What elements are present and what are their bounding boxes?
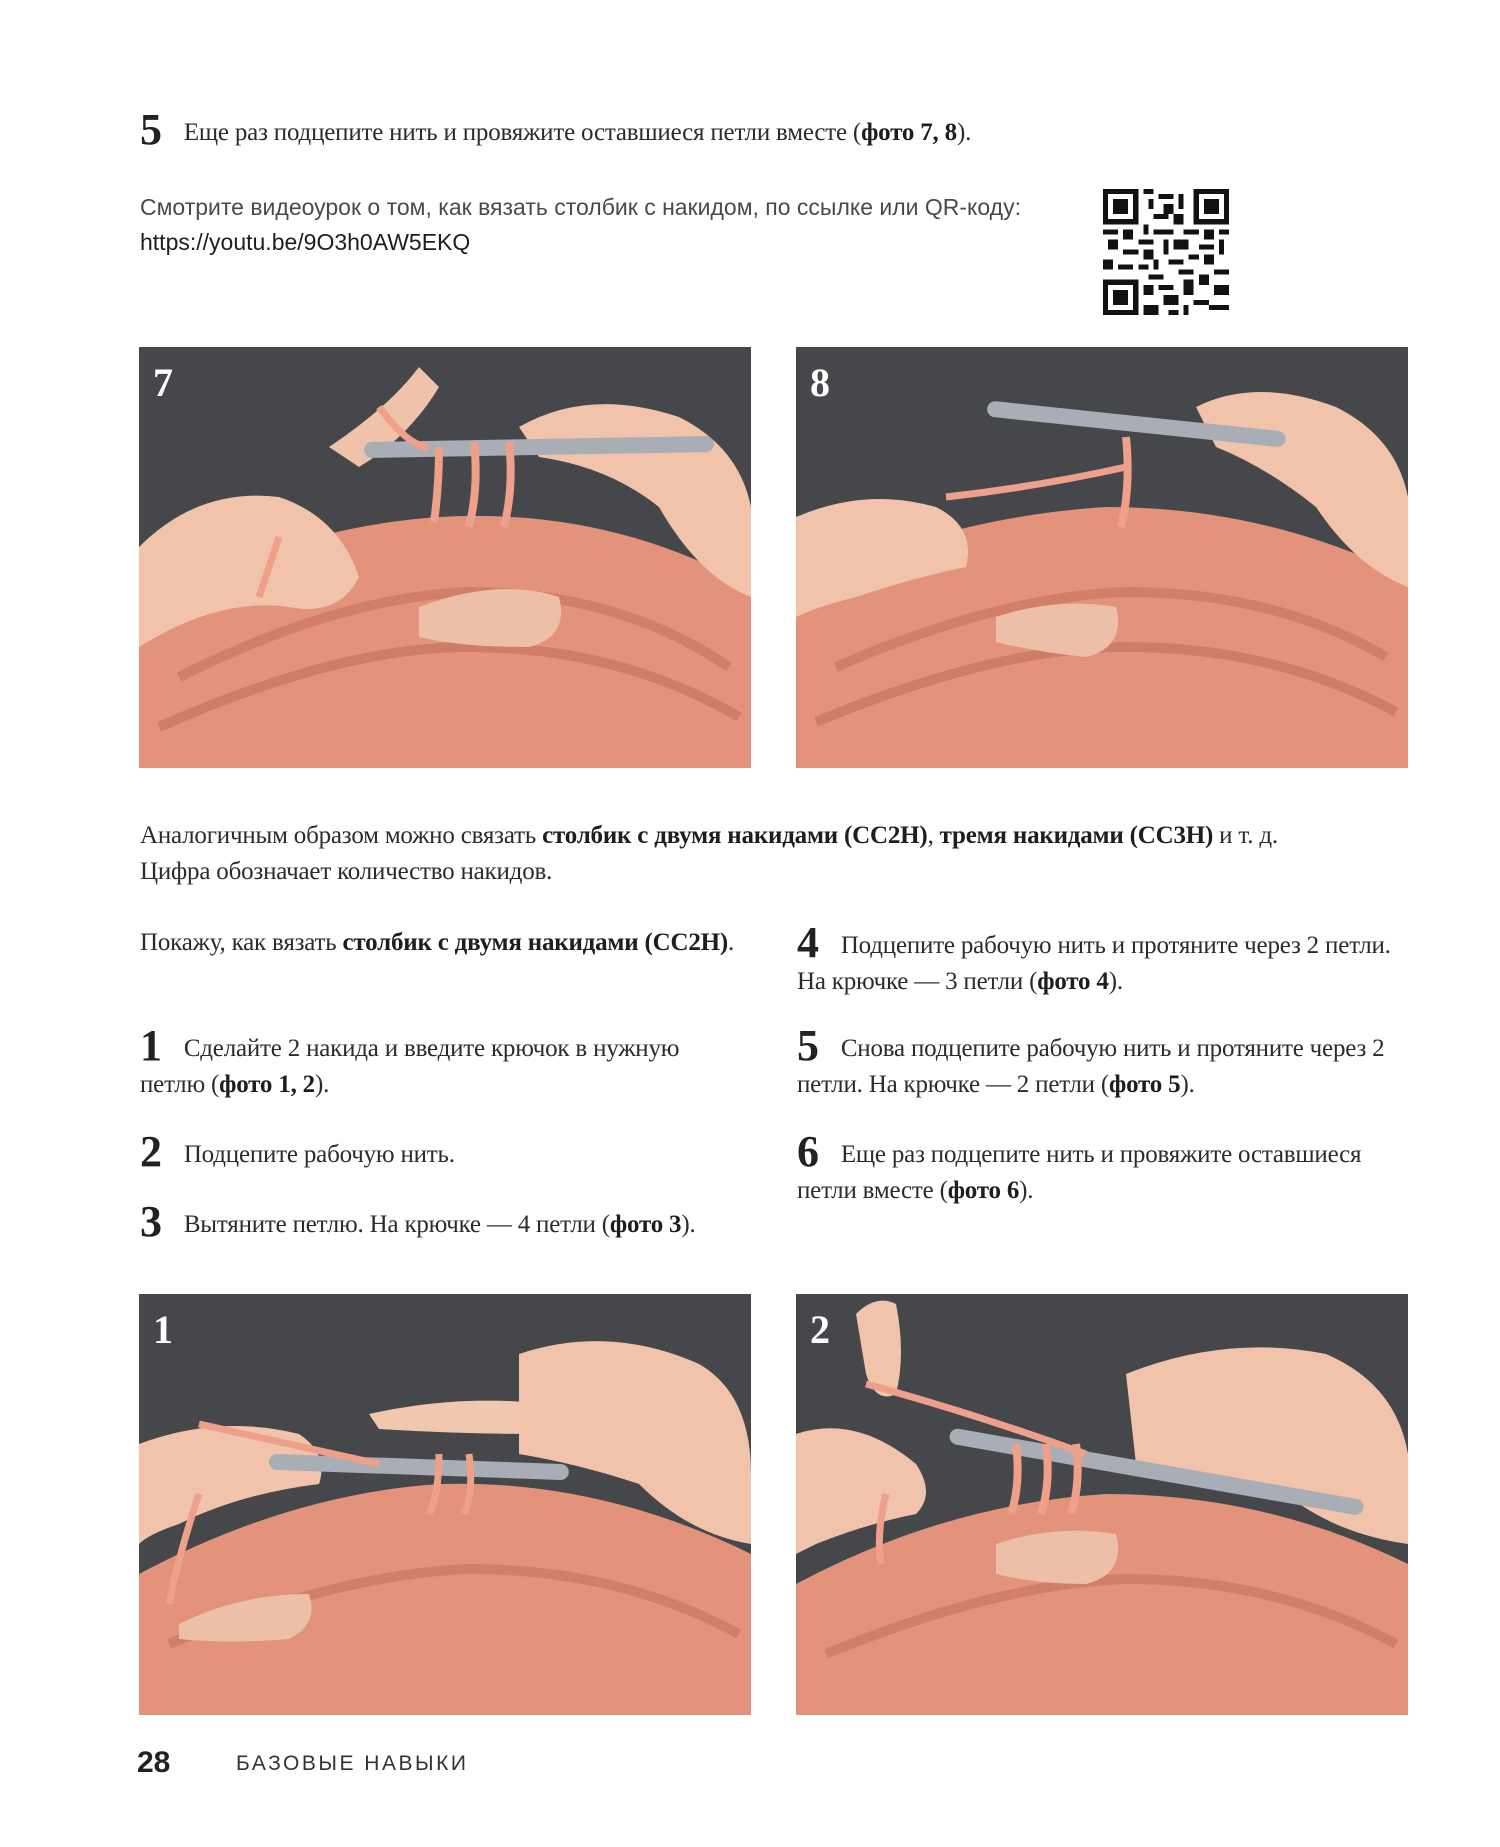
step-number: 3 <box>140 1197 162 1246</box>
page-number: 28 <box>137 1746 171 1779</box>
show-paragraph: Покажу, как вязать столбик с двумя накидами (СС2Н). <box>140 929 735 956</box>
photo-number: 7 <box>153 360 173 405</box>
photo-number: 8 <box>810 360 830 405</box>
step-2: 2 Подцепите рабочую нить. <box>140 1127 455 1176</box>
photo-ref: фото 7, 8 <box>861 119 957 146</box>
step-number: 6 <box>797 1127 819 1176</box>
intro-paragraph: Аналогичным образом можно связать столбик с двумя накидами (СС2Н), тремя накидами (СС3Н) и т. д. Цифра обозначает количество накидов. <box>140 822 1278 885</box>
step-number: 2 <box>140 1127 162 1176</box>
photo-7 <box>139 347 751 768</box>
step-number: 5 <box>140 105 162 154</box>
step-number: 1 <box>140 1021 162 1070</box>
section-title: БАЗОВЫЕ НАВЫКИ <box>236 1752 469 1775</box>
video-note: Смотрите видеоурок о том, как вязать столбик с накидом, по ссылке или QR-коду: <box>140 194 1021 220</box>
photo-ref: фото 3 <box>609 1211 682 1238</box>
video-link[interactable]: https://youtu.be/9O3h0AW5EKQ <box>140 229 471 255</box>
step-5: 5 Снова подцепите рабочую нить и протяните через 2 петли. На крючке — 2 петли (фото 5). <box>797 1021 1385 1098</box>
step-4: 4 Подцепите рабочую нить и протяните через 2 петли. На крючке — 3 петли (фото 4). <box>797 918 1391 995</box>
step-1: 1 Сделайте 2 накида и введите крючок в нужную петлю (фото 1, 2). <box>140 1021 680 1098</box>
photo-2 <box>796 1294 1408 1715</box>
step-number: 4 <box>797 918 819 967</box>
photo-8 <box>796 347 1408 768</box>
photo-ref: фото 4 <box>1037 968 1109 995</box>
step-3: 3 Вытяните петлю. На крючке — 4 петли (фото 3). <box>140 1197 696 1246</box>
photo-ref: фото 1, 2 <box>219 1071 315 1098</box>
photo-number: 1 <box>153 1307 173 1352</box>
step-number: 5 <box>797 1021 819 1070</box>
photo-ref: фото 5 <box>1108 1071 1181 1098</box>
photo-1 <box>139 1294 751 1715</box>
qr-code[interactable] <box>1103 189 1229 315</box>
photo-number: 2 <box>810 1307 830 1352</box>
step-5-instruction: 5 Еще раз подцепите нить и провяжите оставшиеся петли вместе (фото 7, 8). <box>140 105 972 154</box>
photo-ref: фото 6 <box>947 1177 1020 1204</box>
step-6: 6 Еще раз подцепите нить и провяжите оставшиеся петли вместе (фото 6). <box>797 1127 1362 1204</box>
